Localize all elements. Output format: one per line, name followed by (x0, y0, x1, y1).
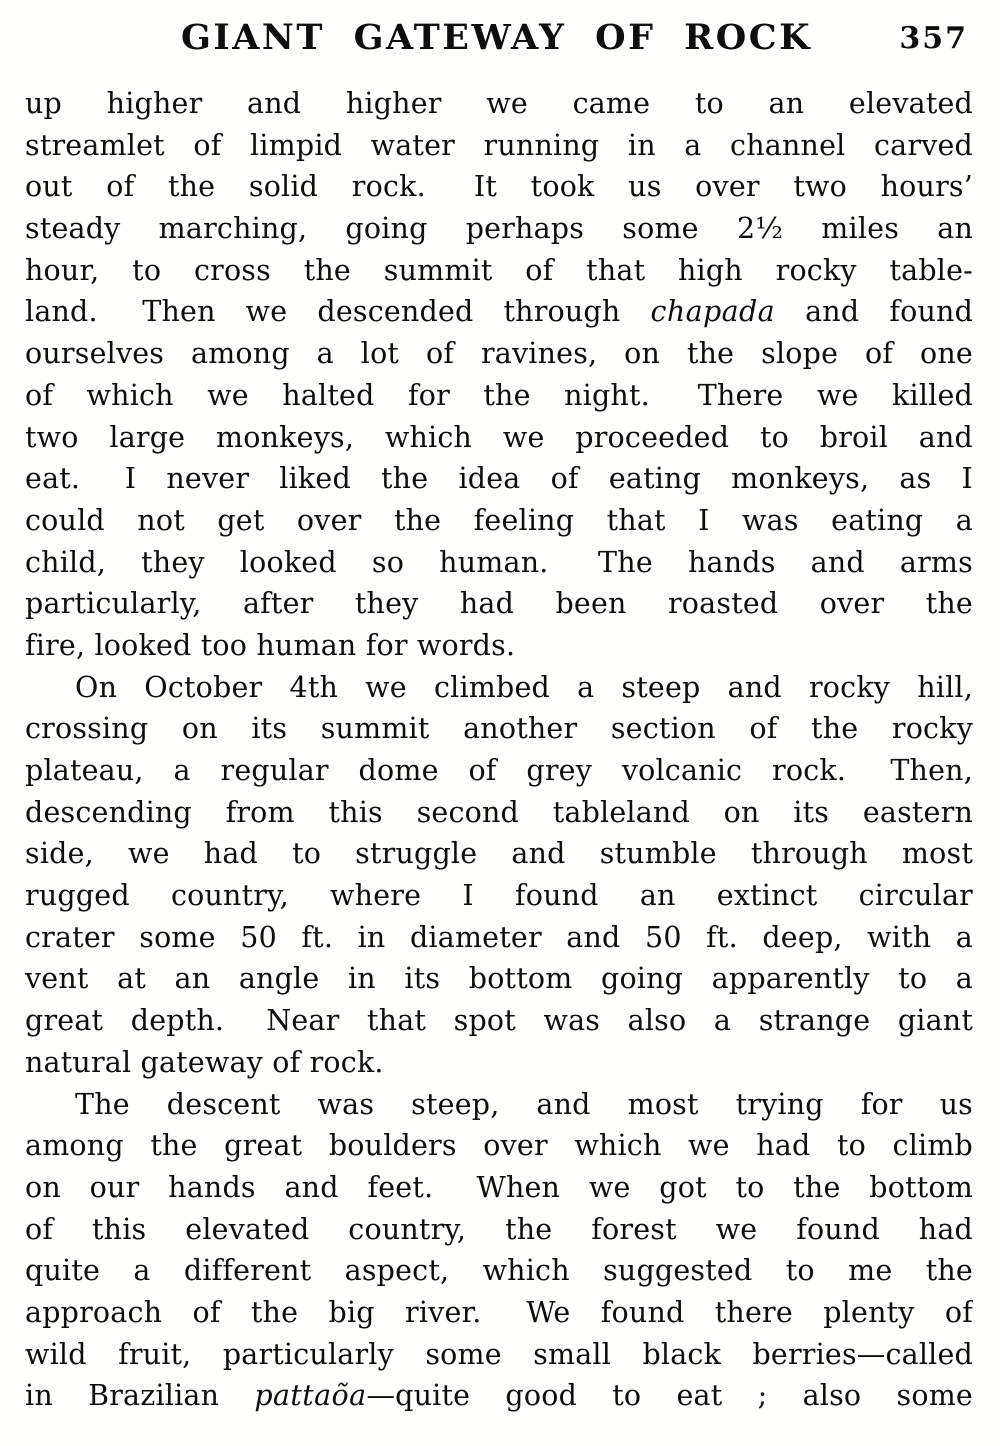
text-line: in Brazilian pattaõa—quite good to eat ; also some (25, 1379, 973, 1413)
text-line: vent at an angle in its bottom going apparently to a (25, 962, 973, 996)
italic-term: pattaõa (254, 1379, 367, 1413)
text-line: quite a different aspect, which suggested to me the (25, 1254, 973, 1288)
text-line: fire, looked too human for words. (25, 628, 516, 662)
text-line: approach of the big river. We found there plenty of (25, 1295, 973, 1329)
text-line: streamlet of limpid water running in a channel carved (25, 128, 973, 162)
text-line: crater some 50 ft. in diameter and 50 ft. deep, with a (25, 920, 973, 954)
text-line: two large monkeys, which we proceeded to broil and (25, 420, 973, 454)
text-line: particularly, after they had been roasted over the (25, 587, 973, 621)
text-line: natural gateway of rock. (25, 1045, 384, 1079)
text-line: plateau, a regular dome of grey volcanic rock. Then, (25, 754, 973, 787)
text-line: steady marching, going perhaps some 2½ miles an (25, 212, 973, 246)
text-line: could not get over the feeling that I was eating a (25, 503, 973, 537)
text-line: on our hands and feet. When we got to the bottom (25, 1170, 973, 1204)
text-line: On October 4th we climbed a steep and rocky hill, (75, 670, 973, 704)
text-line: crossing on its summit another section of the rocky (25, 712, 973, 746)
page-header-title: GIANT GATEWAY OF ROCK (180, 17, 813, 58)
text-line: ourselves among a lot of ravines, on the slope of one (25, 337, 973, 371)
text-line: wild fruit, particularly some small black berries—called (25, 1337, 973, 1371)
text-line: out of the solid rock. It took us over two hours’ (25, 170, 973, 204)
text-line: land. Then we descended through chapada and found (25, 295, 973, 329)
page-number: 357 (899, 21, 968, 56)
text-line: of which we halted for the night. There we killed (25, 378, 973, 412)
paragraph (25, 667, 973, 1084)
running-header (25, 16, 968, 64)
text-line: child, they looked so human. The hands and arms (25, 545, 973, 579)
text-line: The descent was steep, and most trying for us (75, 1087, 973, 1121)
paragraph (25, 1084, 973, 1418)
text-line: descending from this second tableland on its eastern (25, 795, 973, 829)
page-body (25, 83, 973, 1417)
text-line: side, we had to struggle and stumble through most (25, 837, 973, 871)
text-line: of this elevated country, the forest we found had (25, 1212, 973, 1246)
italic-term: chapada (650, 295, 776, 329)
text-line: great depth. Near that spot was also a strange giant (25, 1004, 973, 1038)
text-line: up higher and higher we came to an elevated (25, 87, 973, 120)
text-line: hour, to cross the summit of that high rocky table- (25, 253, 973, 287)
text-line: among the great boulders over which we had to climb (25, 1129, 973, 1163)
paragraph (25, 83, 973, 667)
text-line: rugged country, where I found an extinct circular (25, 879, 973, 913)
text-line: eat. I never liked the idea of eating monkeys, as I (25, 462, 973, 496)
